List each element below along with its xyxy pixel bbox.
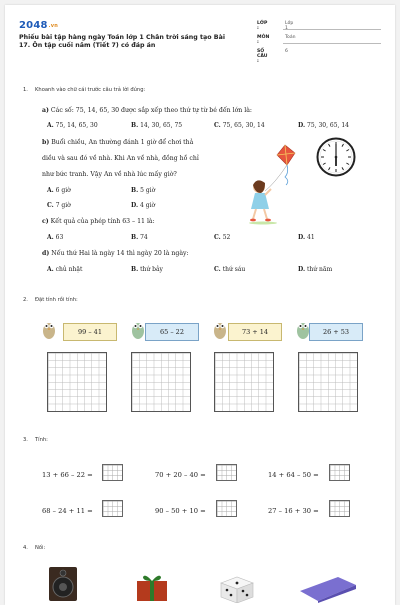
divider (283, 29, 381, 30)
option-c-C[interactable] (214, 234, 230, 241)
answer-box[interactable] (216, 464, 237, 481)
option-a-D[interactable] (298, 122, 349, 129)
logo-suffix: .vn (48, 23, 58, 29)
expression: 90 – 50 + 10 = (155, 507, 206, 515)
option-a-C[interactable] (214, 122, 265, 129)
question-b (42, 139, 193, 146)
option-a-B[interactable] (131, 122, 182, 129)
option-letter: A. (47, 266, 54, 273)
option-letter: C. (214, 234, 221, 241)
section-number: 3. (23, 437, 28, 443)
question-label: b) (42, 139, 50, 146)
operation-label: 73 + 14 (228, 323, 282, 341)
site-logo[interactable] (19, 20, 58, 31)
answer-box[interactable] (329, 464, 350, 481)
girl-flying-kite-illustration (245, 143, 305, 225)
question-text: Nếu thứ Hai là ngày 14 thì ngày 20 là ngày: (51, 250, 189, 257)
option-letter: C. (47, 202, 54, 209)
answer-box[interactable] (216, 500, 237, 517)
question-d (42, 250, 189, 257)
logo-text: 2048 (19, 20, 48, 31)
owl-icon (213, 318, 227, 340)
meta-key: SỐ CÂU : (257, 49, 268, 64)
option-d-A[interactable] (47, 266, 82, 273)
question-label: c) (42, 218, 49, 225)
option-letter: D. (298, 234, 306, 241)
meta-value: Lớp 1 (285, 21, 294, 31)
option-d-D[interactable] (298, 266, 332, 273)
option-c-D[interactable] (298, 234, 315, 241)
meta-key: MÔN : (257, 35, 270, 45)
document-title: Phiếu bài tập hàng ngày Toán lớp 1 Chân trời sáng tạo Bài 17. Ôn tập cuối năm (Tiết 7) có đáp án (19, 34, 225, 50)
option-text: 75, 14, 65, 30 (55, 122, 98, 129)
speaker-icon[interactable] (45, 567, 81, 601)
option-letter: B. (131, 122, 139, 129)
option-text: 41 (307, 234, 315, 241)
dice-icon[interactable] (217, 573, 259, 603)
option-b-B[interactable] (131, 187, 155, 194)
option-c-B[interactable] (131, 234, 148, 241)
meta-value: Toán (285, 35, 296, 40)
option-letter: B. (131, 187, 139, 194)
option-letter: D. (131, 202, 139, 209)
option-letter: A. (47, 122, 54, 129)
operation-label: 65 – 22 (145, 323, 199, 341)
answer-grid[interactable] (214, 352, 274, 412)
question-b-line-3: như bức tranh. Vậy An về nhà lúc mấy giờ? (42, 171, 177, 178)
question-text: Các số: 75, 14, 65, 30 được sắp xếp theo thứ tự từ bé đến lớn là: (50, 107, 252, 114)
option-letter: B. (131, 234, 139, 241)
option-text: 5 giờ (140, 187, 156, 194)
option-letter: C. (214, 122, 221, 129)
option-text: chủ nhật (55, 266, 83, 273)
option-text: 14, 30, 65, 75 (140, 122, 183, 129)
answer-box[interactable] (102, 500, 123, 517)
option-b-C[interactable] (47, 202, 71, 209)
option-a-A[interactable] (47, 122, 98, 129)
question-c (42, 218, 155, 225)
question-text: Kết quả của phép tính 63 – 11 là: (50, 218, 155, 225)
question-label: d) (42, 250, 50, 257)
option-text: thứ năm (307, 266, 333, 273)
option-text: 74 (140, 234, 148, 241)
owl-icon (42, 318, 56, 340)
option-text: 75, 30, 65, 14 (307, 122, 349, 129)
question-b-line-2: diều và sau đó về nhà. Khi An về nhà, đồng hồ chỉ (42, 155, 199, 162)
expression: 13 + 66 – 22 = (42, 471, 93, 479)
eraser-icon[interactable] (298, 575, 358, 603)
option-b-A[interactable] (47, 187, 71, 194)
section-text: Đặt tính rồi tính: (35, 297, 78, 303)
section-number: 2. (23, 297, 28, 303)
clock-icon (316, 137, 356, 177)
option-c-A[interactable] (47, 234, 63, 241)
option-text: 7 giờ (55, 202, 71, 209)
option-letter: C. (214, 266, 221, 273)
divider (283, 43, 381, 44)
section-number: 1. (23, 87, 28, 93)
option-text: thứ sáu (222, 266, 246, 273)
option-letter: D. (298, 122, 306, 129)
section-4-title (23, 545, 45, 551)
expression: 70 + 20 – 40 = (155, 471, 206, 479)
expression: 14 + 64 – 50 = (268, 471, 319, 479)
option-letter: D. (298, 266, 306, 273)
worksheet-page (5, 5, 395, 605)
gift-box-icon[interactable] (135, 573, 169, 601)
section-text: Tính: (35, 437, 48, 443)
option-letter: A. (47, 234, 54, 241)
operation-label: 26 + 53 (309, 323, 363, 341)
answer-box[interactable] (102, 464, 123, 481)
option-letter: A. (47, 187, 54, 194)
meta-value: 6 (285, 49, 288, 54)
section-number: 4. (23, 545, 28, 551)
option-text: 63 (55, 234, 64, 241)
owl-icon (296, 318, 310, 340)
question-text: Buổi chiều, An thường đánh 1 giờ để chơi thả (51, 139, 194, 146)
option-text: 4 giờ (140, 202, 156, 209)
section-1-title (23, 87, 145, 93)
answer-grid[interactable] (298, 352, 358, 412)
question-label: a) (42, 107, 49, 114)
section-3-title (23, 437, 48, 443)
expression: 27 – 16 + 30 = (268, 507, 319, 515)
option-text: thứ bảy (140, 266, 163, 273)
answer-grid[interactable] (47, 352, 107, 412)
option-text: 75, 65, 30, 14 (222, 122, 265, 129)
section-2-title (23, 297, 78, 303)
option-text: 6 giờ (55, 187, 71, 194)
answer-grid[interactable] (131, 352, 191, 412)
owl-icon (131, 318, 145, 340)
meta-key: LỚP : (257, 21, 268, 31)
option-text: 52 (222, 234, 231, 241)
option-letter: B. (131, 266, 139, 273)
option-d-B[interactable] (131, 266, 163, 273)
expression: 68 – 24 + 11 = (42, 507, 93, 515)
option-b-D[interactable] (131, 202, 155, 209)
operation-label: 99 – 41 (63, 323, 117, 341)
option-d-C[interactable] (214, 266, 245, 273)
answer-box[interactable] (329, 500, 350, 517)
question-a (42, 107, 252, 114)
section-text: Khoanh vào chữ cái trước câu trả lời đúng: (35, 87, 146, 93)
section-text: Nối: (35, 545, 46, 551)
